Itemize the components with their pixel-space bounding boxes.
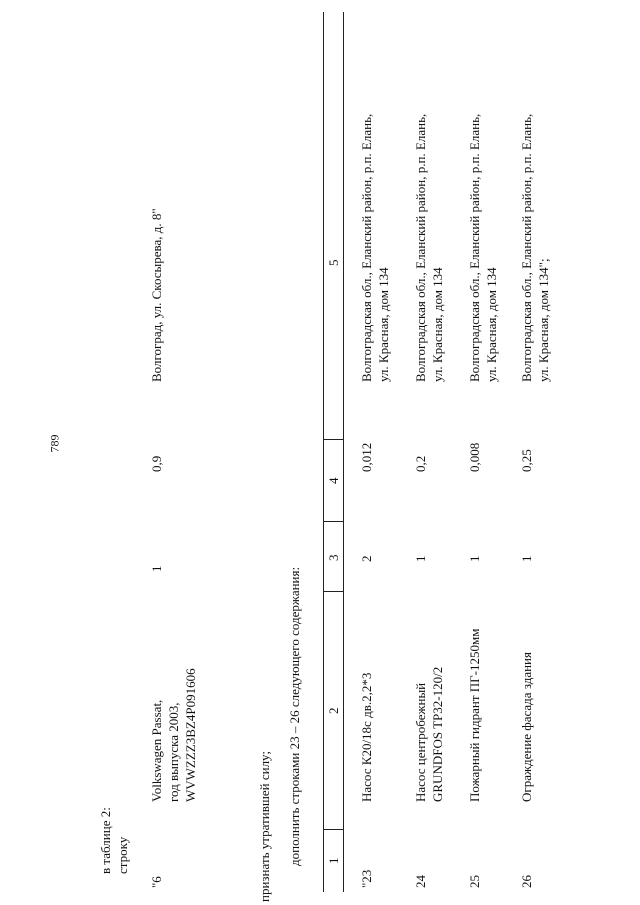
rotated-content bbox=[40, 12, 600, 902]
intro-line-2: строку bbox=[115, 836, 130, 874]
old-row-qty: 1 bbox=[149, 565, 164, 572]
old-row-name-2: год выпуска 2003, bbox=[166, 702, 181, 802]
row-24-value: 0,2 bbox=[413, 455, 428, 472]
old-row-num: "6 bbox=[149, 876, 164, 888]
intro-line-1: в таблице 2: bbox=[98, 807, 113, 874]
row-24-name-1: Насос центробежный bbox=[413, 682, 428, 802]
row-26-value: 0,25 bbox=[519, 449, 534, 472]
table-header-border bbox=[343, 12, 344, 892]
row-23-address-2: ул. Красная, дом 134 bbox=[376, 267, 391, 382]
row-23-address-1: Волгоградская обл., Еланский район, р.п. Елань, bbox=[359, 113, 374, 382]
page-number: 789 bbox=[47, 434, 62, 453]
row-25-address-1: Волгоградская обл., Еланский район, р.п. Елань, bbox=[467, 113, 482, 382]
row-24-num: 24 bbox=[413, 875, 428, 888]
header-col-4: 4 bbox=[326, 477, 341, 484]
row-25-name: Пожарный гидрант ПГ-1250мм bbox=[467, 628, 482, 802]
table-top-border bbox=[323, 12, 324, 892]
row-25-qty: 1 bbox=[467, 555, 482, 562]
header-col-5: 5 bbox=[326, 259, 341, 266]
row-25-value: 0,008 bbox=[467, 442, 482, 472]
row-24-address-1: Волгоградская обл., Еланский район, р.п. Елань, bbox=[413, 113, 428, 382]
row-26-name: Ограждение фасада здания bbox=[519, 652, 534, 802]
row-26-address-1: Волгоградская обл., Еланский район, р.п. Елань, bbox=[519, 113, 534, 382]
table-row bbox=[412, 12, 452, 892]
row-26-qty: 1 bbox=[519, 555, 534, 562]
row-24-name-2: GRUNDFOS TP32-120/2 bbox=[430, 666, 445, 802]
row-24-qty: 1 bbox=[413, 555, 428, 562]
row-24-address-2: ул. Красная, дом 134 bbox=[430, 267, 445, 382]
row-23-value: 0,012 bbox=[359, 442, 374, 472]
invalidate-text: признать утратившей силу; bbox=[257, 751, 272, 902]
new-rows-table bbox=[40, 12, 600, 892]
row-25-num: 25 bbox=[467, 875, 482, 888]
header-col-1: 1 bbox=[326, 857, 341, 864]
old-row-name-3: WVWZZZ3BZ4P091606 bbox=[183, 668, 198, 802]
supplement-text: дополнить строками 23 – 26 следующего содержания: bbox=[287, 566, 302, 866]
row-23-name: Насос К20/18с дв.2,2*3 bbox=[359, 672, 374, 802]
old-row-value: 0,9 bbox=[149, 455, 164, 472]
table-row bbox=[518, 12, 558, 892]
table-row bbox=[466, 12, 506, 892]
row-26-address-2: ул. Красная, дом 134"; bbox=[536, 258, 551, 382]
old-row-address: Волгоград, ул. Скосырева, д. 8" bbox=[149, 208, 164, 382]
header-col-3: 3 bbox=[326, 554, 341, 561]
row-23-qty: 2 bbox=[359, 555, 374, 562]
row-25-address-2: ул. Красная, дом 134 bbox=[484, 267, 499, 382]
header-col-2: 2 bbox=[326, 707, 341, 714]
row-26-num: 26 bbox=[519, 875, 534, 888]
table-row bbox=[358, 12, 398, 892]
table-header-row bbox=[325, 12, 343, 892]
row-23-num: "23 bbox=[359, 869, 374, 888]
old-row-name-1: Volkswagen Passat, bbox=[149, 699, 164, 802]
